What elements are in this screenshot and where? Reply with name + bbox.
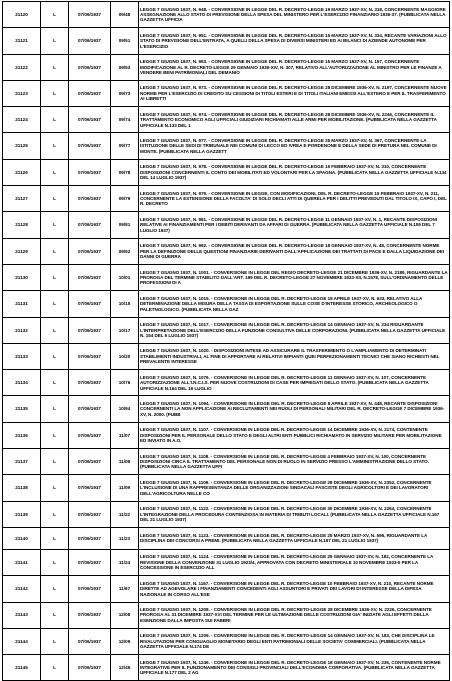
table-row (3, 291, 450, 317)
record-date-cell: 07/06/1937 (69, 212, 111, 238)
record-number-cell: 21128 (3, 212, 41, 238)
record-code-cell: 09/53 (111, 54, 139, 80)
table-row (3, 80, 450, 106)
record-type-cell: L (41, 655, 69, 681)
record-date-cell: 07/06/1937 (69, 107, 111, 133)
record-date-cell: 07/06/1937 (69, 370, 111, 396)
record-description-cell: LEGGE 7 GIUGNO 1937, N. 1167. - CONVERSIONE IN LEGGE DEL R. DECRETO-LEGGE 10 FEBBRAIO 1937-XV, N. 210, RECANTE NORME DIRETTE AD AGEVOLARE I FINANZIAMENTI CONCEDENTI AGLI ASSUNTORI E PRIVATI DEI LAVORI DI INTERESSE DELLA DIFESA NAZIONALE IN CORSO ALL'ESE (139, 576, 450, 602)
record-description-cell: LEGGE 7 GIUGNO 1937, N. 978. - CONVERSIONE IN LEGGE DEL R. DECRETO-LEGGE 15 FEBBRAIO 1937-XV, N. 310, CONCERNENTE DISPOSIZIONI CONCERNENTI IL CONTO DEI MOBILITATI ED VOLONTARI PER LA SPAGNA. (PUBBLICATA NELLA GAZZETTA UFFICIALE N.134 DEL 14 LUGLIO 1937) (139, 159, 450, 185)
record-number-cell: 21144 (3, 628, 41, 654)
table-row (3, 655, 450, 681)
record-code-cell: 09/92 (111, 238, 139, 264)
record-number-cell: 21133 (3, 343, 41, 369)
record-description-cell: LEGGE 7 GIUGNO 1937, N. 981. - CONVERSIONE IN LEGGE DEL R. DECRETO-LEGGE 11 GENNAIO 1937-XV, N. 1, RECANTE DISPOSIZIONI RELATIVE AI FINANZIAMENTI PER I DEBITI DERIVANTI DA AFFARI DI GUERRA. (PUBBLICATA NELLA GAZZETTA UFFICIALE N.155 DEL 7 LUGLIO 1937) (139, 212, 450, 238)
record-number-cell: 21137 (3, 449, 41, 475)
record-number-cell: 21138 (3, 475, 41, 501)
record-description-cell: LEGGE 7 GIUGNO 1937, N. 1208. - CONVERSIONE IN LEGGE DEL R. DECRETO-LEGGE 28 DICEMBRE 1936-XV, N. 2226, CONCERNENTE PROROGA AL 31 DICEMBRE 1937-XVI DEL TERMINE PER LE ULTIMAZIONE DELLE COSTRUZIONI GIA' INIZIATE AGLI EFFETTI DELLA ESENZIONE DALLA IMPOSTA SUI FABBRI (139, 602, 450, 628)
record-code-cell: 12/09 (111, 628, 139, 654)
record-code-cell: 11/67 (111, 576, 139, 602)
record-number-cell: 21120 (3, 2, 41, 28)
record-date-cell: 07/06/1937 (69, 238, 111, 264)
record-date-cell: 07/06/1937 (69, 628, 111, 654)
record-code-cell: 11/07 (111, 422, 139, 448)
record-type-cell: L (41, 238, 69, 264)
record-description-cell: LEGGE 7 GIUGNO 1937, N. 977. - CONVERSIONE IN LEGGE DEL R. DECRETO-LEGGE 25 MARZO 1937-XV, N. 367, CONCERNENTE LA ISTITUZIONE DELLE SEDI DI TRIBUNALE NEI COMUNI DI LECCO ED IVREA E PORDENONE E DELLA SEDE DI PRETURA NEL COMUNE DI MONTE. (PUBBLICATA NELLA GAZZETT (139, 133, 450, 159)
record-type-cell: L (41, 527, 69, 549)
record-type-cell: L (41, 396, 69, 422)
record-date-cell: 07/06/1937 (69, 80, 111, 106)
record-number-cell: 21131 (3, 291, 41, 317)
record-type-cell: L (41, 291, 69, 317)
record-number-cell: 21127 (3, 186, 41, 212)
record-number-cell: 21123 (3, 80, 41, 106)
record-description-cell: LEGGE 7 GIUGNO 1937, N. 1124. - CONVERSIONE IN LEGGE DEL R. DECRETO-LEGGE 25 GENNAIO 1937-XV, N. 182, CONCERNENTE LA REVISIONE DELLA CONVENZIONE 31 LUGLIO 1923/4, APPROVATA CON DECRETO MINISTERIALE 10 NOVEMBRE 1923-II PER LA CONCESSIONE IN ESERCIZIO ALL (139, 549, 450, 575)
record-date-cell: 07/06/1937 (69, 396, 111, 422)
record-number-cell: 21134 (3, 370, 41, 396)
table-row (3, 422, 450, 448)
record-number-cell: 21125 (3, 133, 41, 159)
record-type-cell: L (41, 422, 69, 448)
record-number-cell: 21140 (3, 527, 41, 549)
record-type-cell: L (41, 186, 69, 212)
record-type-cell: L (41, 628, 69, 654)
record-description-cell: LEGGE 7 GIUGNO 1937, N. 1015. - CONVERSIONE IN LEGGE DEL R. DECRETO-LEGGE 15 APRILE 1937-XV, N. 633, RELATIVO ALLA DETERMINAZIONE DELLA MISURA DELLA TASSA DI ESPORTAZIONE SULLE COSE D'INTERESSE STORICO, ARCHEOLOGICO O PALETNOLOGICO. (PUBBLICATA NELLA GAZ (139, 291, 450, 317)
record-description-cell: LEGGE 7 GIUGNO 1937, N. 1017. - CONVERSIONE IN LEGGE DEL R. DECRETO-LEGGE 14 GENNAIO 1937-XV, N. 234 RIGUARDANTE L'INTERPRETAZIONE DELL'ESERCIZIO DELLA FUNZIONE CONSULTIVA DELLE CORPORAZIONI. (PUBBLICATA NELLA GAZZETTA UFFICIALE N. 154 DEL 6 LUGLIO 1937) (139, 317, 450, 343)
record-code-cell: 10/76 (111, 370, 139, 396)
record-number-cell: 21121 (3, 28, 41, 54)
table-row (3, 317, 450, 343)
record-type-cell: L (41, 501, 69, 527)
register-rows (3, 2, 450, 681)
record-date-cell: 07/06/1937 (69, 264, 111, 290)
table-row (3, 159, 450, 185)
record-number-cell: 21139 (3, 501, 41, 527)
record-date-cell: 07/06/1937 (69, 343, 111, 369)
record-type-cell: L (41, 602, 69, 628)
record-number-cell: 21129 (3, 238, 41, 264)
record-code-cell: 09/73 (111, 80, 139, 106)
record-description-cell: LEGGE 7 GIUGNO 1937, N. 1249. - CONVERSIONE IN LEGGE DEL R. DECRETO-LEGGE 18 GENNAIO 1937-XV, N. 235, CONTENENTE NORME INTEGRATIVE PER IL FUNZIONAMENTO DEI CONSIGLI PROVINCIALI DELL'ECONOMIA CORPORATIVA. (PUBBLICATA NELLA GAZZETTA UFFICIALE N.177 DEL 2 AG (139, 655, 450, 681)
record-date-cell: 07/06/1937 (69, 549, 111, 575)
record-description-cell: LEGGE 7 GIUGNO 1937, N. 992. - CONVERSIONE IN LEGGE DEL R. DECRETO-LEGGE 18 GENNAIO 1937-XV, N. 48, CONCERNENTE NORME PER LA DEFINIZIONE DELLE QUESTIONI FINANZIARIE DERIVANTI DALL'APPLICAZIONE DEI TRATTATI DI PACE E DALLA LIQUIDAZIONE DEI DANNI DI GUERRA (139, 238, 450, 264)
record-type-cell: L (41, 449, 69, 475)
record-code-cell: 09/78 (111, 159, 139, 185)
record-code-cell: 12/08 (111, 602, 139, 628)
record-type-cell: L (41, 2, 69, 28)
table-row (3, 527, 450, 549)
record-type-cell: L (41, 133, 69, 159)
record-number-cell: 21136 (3, 422, 41, 448)
record-date-cell: 07/06/1937 (69, 133, 111, 159)
record-type-cell: L (41, 159, 69, 185)
table-row (3, 264, 450, 290)
record-code-cell: 11/09 (111, 475, 139, 501)
record-description-cell: LEGGE 7 GIUGNO 1937, N. 1209. - CONVERSIONE IN LEGGE DEL R. DECRETO-LEGGE 14 GENNAIO 1937-XV, N. 183, CHE DISCIPLINA LE RIVALUTAZIONI PER CONGUAGLIO MONETARIO DEGLI ENTI PATRIMONIALI DELLE SOCIETA' COMMERCIALI. (PUBBLICATA NELLA GAZZETTA UFFICIALE N.174 DE (139, 628, 450, 654)
table-row (3, 576, 450, 602)
record-type-cell: L (41, 343, 69, 369)
record-description-cell: LEGGE 7 GIUGNO 1937, N. 1107. - CONVERSIONE IN LEGGE DEL R. DECRETO-LEGGE 14 DICEMBRE 1936-XV, N. 2174, CONTENENTE DISPOSIZIONI PER IL PERSONALE DELLO STATO E DEGLI ALTRI ENTI PUBBLICI RICHIAMATO IN SERVIZIO MILITARE PER MOBILITAZIONE ED INVIATO IN A.O. (139, 422, 450, 448)
record-description-cell: LEGGE 7 GIUGNO 1937, N. 953. - CONVERSIONE IN LEGGE DEL R. DECRETO-LEGGE 15 MARZO 1937-XV, N. 157, CONCERNENTE MODIFICAZIONE AL R. DECRETO-LEGGE 29 GENNAIO 1936-XIV, N. 307, RELATIVO ALL'AUTORIZZAZIONE AL MINISTRO PER LE FINANZE A VENDERE BENI PATRIMONIALI DEL DEMANIO (139, 54, 450, 80)
record-date-cell: 07/06/1937 (69, 602, 111, 628)
record-type-cell: L (41, 80, 69, 106)
table-row (3, 133, 450, 159)
record-code-cell: 09/48 (111, 2, 139, 28)
record-description-cell: LEGGE 7 GIUGNO 1937, N. 951. - CONVERSIONE IN LEGGE DEL R. DECRETO-LEGGE 15 MARZO 1937-XV, N. 334, RECANTE VARIAZIONI ALLO STATO DI PREVISIONE DELL'ENTRATA, A QUELLI DELLA SPESA DI DIVERSI MINISTERI ED AI BILANCI DI AZIENDE AUTONOME PER L'ESERCIZIO (139, 28, 450, 54)
record-number-cell: 21135 (3, 396, 41, 422)
record-number-cell: 21143 (3, 602, 41, 628)
table-row (3, 28, 450, 54)
table-row (3, 343, 450, 369)
record-date-cell: 07/06/1937 (69, 501, 111, 527)
record-description-cell: LEGGE 7 GIUGNO 1937, N. 1001. - CONVERSIONE IN LEGGE DEL REGIO DECRETO-LEGGE 21 DICEMBRE 1936-XV, N. 2189, RIGUARDANTE LA PROROGA DEL TERMINE STABILITO DALL'ART. 199 DEL R. DECRETO-LEGGE 27 NOVEMBRE 1933-XII, N.1578, SULL'ORDINAMENTO DELLE PROFESSIONI DI A (139, 264, 450, 290)
record-number-cell: 21141 (3, 549, 41, 575)
record-code-cell: 10/17 (111, 317, 139, 343)
record-date-cell: 07/06/1937 (69, 422, 111, 448)
record-code-cell: 11/08 (111, 449, 139, 475)
record-type-cell: L (41, 107, 69, 133)
table-row (3, 396, 450, 422)
record-code-cell: 09/77 (111, 133, 139, 159)
table-row (3, 449, 450, 475)
record-code-cell: 11/23 (111, 527, 139, 549)
record-description-cell: LEGGE 7 GIUGNO 1937, N. 974. - CONVERSIONE IN LEGGE DEL R. DECRETO-LEGGE 28 DICEMBRE 1936-XV, N. 2246, CONCERNENTE IL TRATTAMENTO ECONOMICO AGLI UFFICIALI GIUDIZIARI RICHIAMATI ALLE ARMI PER MOBILITAZIONE. (PUBBLICATA NELLA GAZZETTA UFFICIALE N.133 DEL 1 (139, 107, 450, 133)
table-row (3, 370, 450, 396)
record-description-cell: LEGGE 7 GIUGNO 1937, N. 948. - CONVERSIONE IN LEGGE DEL R. DECRETO-LEGGE 19 MARZO 1937-XV, N. 318, CONCERNENTE MAGGIORE ASSEGNAZIONE ALLO STATO DI PREVISIONE DELLA SPESA DEL MINISTERO PER L'ESERCIZIO FINANZIARIO 1936-37. (PUBBLICATA NELLA GAZZETTA UFFICIA (139, 2, 450, 28)
record-number-cell: 21130 (3, 264, 41, 290)
record-date-cell: 07/06/1937 (69, 527, 111, 549)
record-number-cell: 21124 (3, 107, 41, 133)
record-number-cell: 21126 (3, 159, 41, 185)
record-description-cell: LEGGE 7 GIUGNO 1937, N. 973. - CONVERSIONE IN LEGGE DEL R. DECRETO-LEGGE 28 DICEMBRE 1936-XV, N. 2197, CONCERNENTE NUOVE NORME PER L'ESERCIZIO DI CREDITO SU CESSIONI DI TITOLI ESTERI E DI TITOLI ITALIANI EMESSI ALL'ESTERO E PER IL TRASFERIMENTO AI LIBRETTI (139, 80, 450, 106)
record-date-cell: 07/06/1937 (69, 317, 111, 343)
record-type-cell: L (41, 576, 69, 602)
record-description-cell: LEGGE 7 GIUGNO 1937, N. 1123. - CONVERSIONE IN LEGGE DEL R. DECRETO-LEGGE 25 MARZO 1937-XV, N. 596, RIGUARDANTE LA DISCIPLINA DEI CONCORSI A PREMI. (PUBBLICATA NELLA GAZZETTA UFFICIALE N.167 DEL 21 LUGLIO 1937) (139, 527, 450, 549)
record-date-cell: 07/06/1937 (69, 186, 111, 212)
record-type-cell: L (41, 264, 69, 290)
record-description-cell: LEGGE 7 GIUGNO 1937, N. 979. - CONVERSIONE IN LEGGE, CON MODIFICAZIONI, DEL R. DECRETO-LEGGE 15 FEBBRAIO 1937-XV, N. 211, CONCERNENTE LA ESTENSIONE DELLA FACOLTA' DI SOLO DECLI ATTI DI QUERELA PER I DELITTI PREVEDUTI DAL TITOLO IX, CAPO I, DEL R. DECRETO (139, 186, 450, 212)
record-date-cell: 07/06/1937 (69, 28, 111, 54)
record-number-cell: 21122 (3, 54, 41, 80)
record-description-cell: LEGGE 7 GIUGNO 1937, N. 1109. - CONVERSIONE IN LEGGE DEL R. DECRETO-LEGGE 28 DICEMBRE 1936-XV, N. 2352, CONCERNENTE L'INCLUSIONE DI UNA RAPPRESENTANZA DELLE ORGANIZZAZIONI SINDACALI FASCISTE DEGLI AGRICOLTORI E DEI LAVORATORI DELL'AGRICOLTURA NELLE CO (139, 475, 450, 501)
table-row (3, 186, 450, 212)
table-row (3, 212, 450, 238)
laws-register-table (2, 1, 450, 681)
table-row (3, 501, 450, 527)
record-date-cell: 07/06/1937 (69, 475, 111, 501)
record-code-cell: 11/24 (111, 549, 139, 575)
table-row (3, 107, 450, 133)
record-code-cell: 09/74 (111, 107, 139, 133)
record-description-cell: LEGGE 7 GIUGNO 1937, N. 1076. - CONVERSIONE IN LEGGE DEL R. DECRETO-LEGGE 11 GENNAIO 1937-XV, N. 107, CONCERNENTE AUTORIZZAZIONE ALL'I.N.C.I.S. PER NUOVE COSTRUZIONI DI CASE PER IMPIEGATI DELLO STATO. (PUBBLICATA NELLA GAZZETTA UFFICIALE N.164 DEL 16 LUGLIO (139, 370, 450, 396)
record-code-cell: 10/20 (111, 343, 139, 369)
record-code-cell: 10/94 (111, 396, 139, 422)
record-type-cell: L (41, 28, 69, 54)
record-date-cell: 07/06/1937 (69, 2, 111, 28)
record-code-cell: 12/49 (111, 655, 139, 681)
record-code-cell: 09/51 (111, 28, 139, 54)
table-row (3, 475, 450, 501)
record-type-cell: L (41, 54, 69, 80)
table-row (3, 238, 450, 264)
record-number-cell: 21142 (3, 576, 41, 602)
record-code-cell: 09/81 (111, 212, 139, 238)
record-type-cell: L (41, 317, 69, 343)
record-type-cell: L (41, 370, 69, 396)
record-date-cell: 07/06/1937 (69, 576, 111, 602)
record-date-cell: 07/06/1937 (69, 54, 111, 80)
record-date-cell: 07/06/1937 (69, 449, 111, 475)
table-row (3, 2, 450, 28)
record-date-cell: 07/06/1937 (69, 655, 111, 681)
record-type-cell: L (41, 475, 69, 501)
record-description-cell: LEGGE 7 GIUGNO 1937, N. 1122. - CONVERSIONE IN LEGGE DEL R. DECRETO-LEGGE 30 DICEMBRE 1936-XV, N. 2264, CONCERNENTE L'INTEGRAZIONE DELLA PROCEDURA CONTENZIOSA IN MATERIA DI TRIBUTI LOCALI. (PUBBLICATA NELLA GAZZETTA UFFICIALE N.167 DEL 21 LUGLIO 1937) (139, 501, 450, 527)
record-code-cell: 10/01 (111, 264, 139, 290)
record-date-cell: 07/06/1937 (69, 159, 111, 185)
record-date-cell: 07/06/1937 (69, 291, 111, 317)
record-number-cell: 21132 (3, 317, 41, 343)
record-code-cell: 11/22 (111, 501, 139, 527)
record-description-cell: LEGGE 7 GIUGNO 1937, N. 1108. - CONVERSIONE IN LEGGE DEL R. DECRETO-LEGGE 4 FEBBRAIO 1937-XV, N. 100, CONCERNENTE DISPOSIZIONI CIRCA IL TRATTAMENTO DEL PERSONALE NON DI RUOLO IN SERVIZIO PRESSO L'AMMINISTRAZIONE DELLO STATO. (PUBBLICATA NELLA GAZZETTA UFFI (139, 449, 450, 475)
record-type-cell: L (41, 212, 69, 238)
record-code-cell: 09/79 (111, 186, 139, 212)
table-row (3, 602, 450, 628)
record-description-cell: LEGGE 7 GIUGNO 1937, N. 1094. - CONVERSIONE IN LEGGE DEL R. DECRETO-LEGGE 8 APRILE 1937-XV, N. 448, RECANTE DISPOSIZIONI CONCERNENTI LA NON APPLICAZIONE AI RECLUTAMENTI NEI RUOLI DI PERSONALI MILITARI DEL R. DECRETO-LEGGE 7 DICEMBRE 1936-XV, N. 2000. (PUBB (139, 396, 450, 422)
record-code-cell: 10/15 (111, 291, 139, 317)
record-description-cell: LEGGE 7 GIUGNO 1937, N. 1020. - DISPOSIZIONI INTESE AD ASSICURARE IL TRASFERIMENTO O L'AMPLIAMENTO DI DETERMINATI STABILIMENTI INDUSTRIALI, AL FINE DI APPORTARE AI RELATIVI IMPIANTI QUEI PERFEZIONAMENTI TECNICI CHE SIANO RICHIESTI NEL PREVALENTE INTERESSE (139, 343, 450, 369)
table-row (3, 54, 450, 80)
table-row (3, 549, 450, 575)
record-number-cell: 21145 (3, 655, 41, 681)
record-type-cell: L (41, 549, 69, 575)
